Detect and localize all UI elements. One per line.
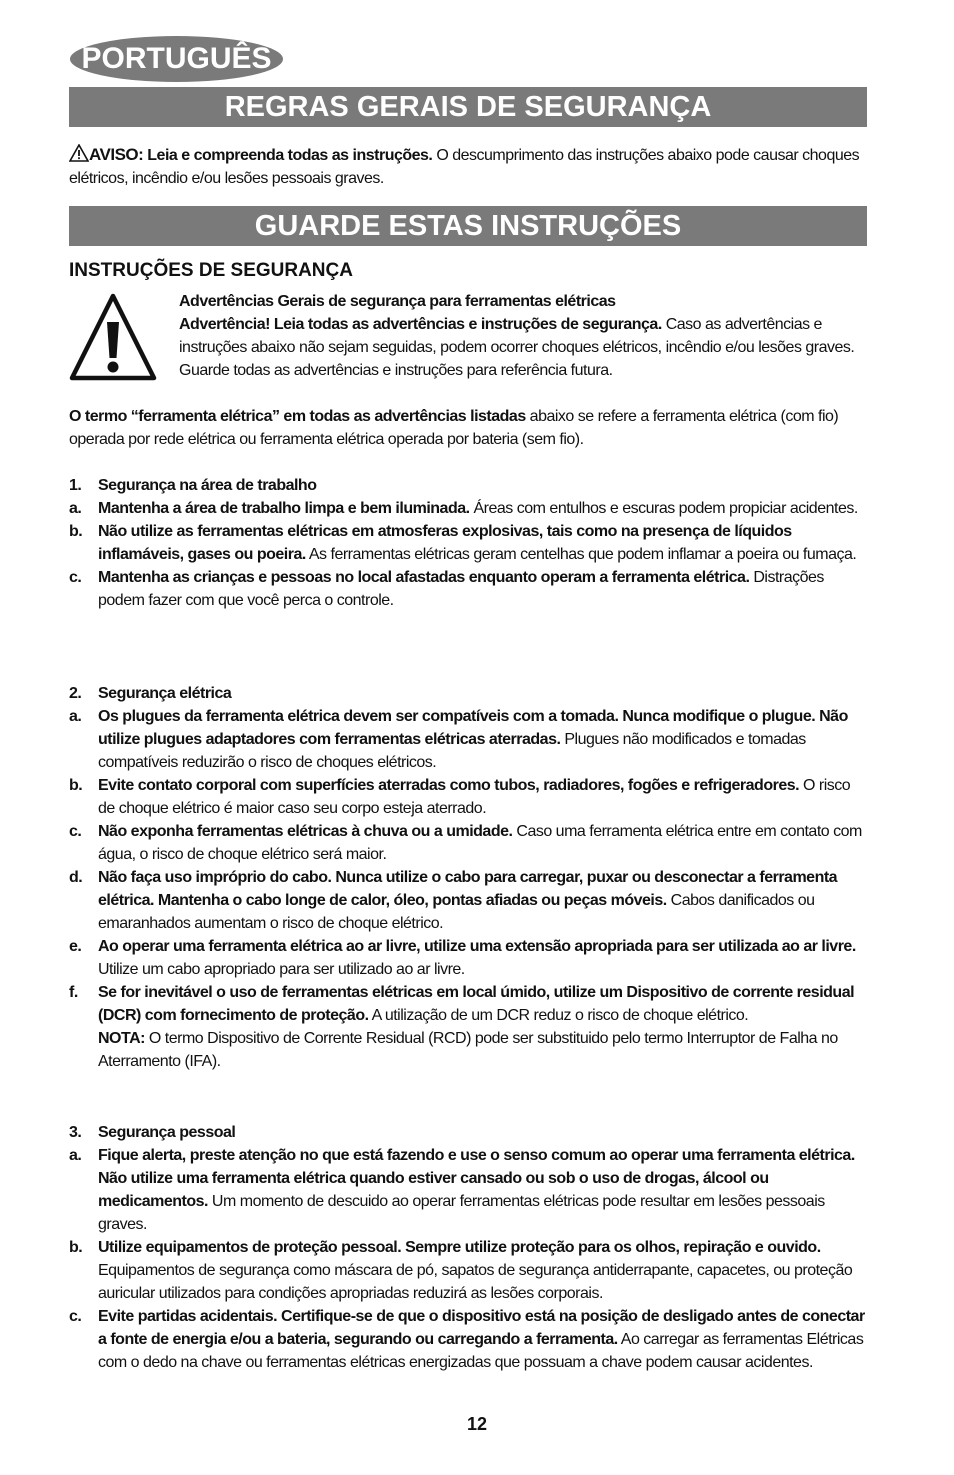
safety-text2: Caso as advertências e instruções abaixo não sejam seguidas, podem ocorrer choques elétricos, incêndio e/ou lesões graves. Guarde todas as advertências e instruções para referência futura. <box>179 316 855 379</box>
item-bold: Evite contato corporal com superfícies aterradas como tubos, radiadores, fogões e refrigeradores. <box>98 777 800 794</box>
list-item <box>69 1144 869 1236</box>
item-marker: d. <box>69 869 83 886</box>
item-bold: Os plugues da ferramenta elétrica devem ser compatíveis com a tomada. Nunca modifique o plugue. Não utilize plugues adaptadores com ferramentas elétricas aterradas. <box>98 708 848 748</box>
list-item <box>69 705 869 774</box>
section-2-list <box>69 682 869 1073</box>
section-number: 1. <box>69 477 82 494</box>
item-bold: Evite partidas acidentais. Certifique-se de que o dispositivo está na posição de desligado antes de conectar a fonte de energia e/ou a bateria, segurando ou carregando a ferramenta. <box>98 1308 865 1348</box>
item-marker: b. <box>69 777 83 794</box>
section-header-general-safety: REGRAS GERAIS DE SEGURANÇA <box>69 87 867 127</box>
item-bold: Não faça uso impróprio do cabo. Nunca utilize o cabo para carregar, puxar ou desconectar a ferramenta elétrica. Mantenha o cabo longe de calor, óleo, pontas afiadas ou peças móveis. <box>98 869 838 909</box>
item-marker: b. <box>69 523 83 540</box>
list-item <box>69 566 869 612</box>
safety-warning-block <box>179 290 871 382</box>
section-1-list <box>69 474 869 612</box>
warning-text: O descumprimento das instruções abaixo pode causar choques elétricos, incêndio e/ou lesões pessoais graves. <box>69 147 860 187</box>
safety-line1: Advertências Gerais de segurança para ferramentas elétricas <box>179 293 616 310</box>
item-bold: Não utilize as ferramentas elétricas em atmosferas explosivas, tais como na presença de líquidos inflamáveis, gases ou poeira. <box>98 523 792 563</box>
item-marker: a. <box>69 708 82 725</box>
list-item <box>69 1305 869 1374</box>
item-bold: Mantenha a área de trabalho limpa e bem iluminada. <box>98 500 470 517</box>
item-bold: Ao operar uma ferramenta elétrica ao ar livre, utilize uma extensão apropriada para ser utilizada ao ar livre. <box>98 938 856 955</box>
language-label: PORTUGUÊS <box>70 36 283 82</box>
item-text: Um momento de descuido ao operar ferramentas elétricas pode resultar em lesões pessoais graves. <box>98 1193 825 1233</box>
item-text: Cabos danificados ou emaranhados aumentam o risco de choque elétrico. <box>98 892 815 932</box>
list-item <box>69 935 869 981</box>
note-text: O termo Dispositivo de Corrente Residual (RCD) pode ser substituido pelo termo Interruptor de Falha no Aterramento (IFA). <box>98 1030 838 1070</box>
item-marker: f. <box>69 984 78 1001</box>
item-text: Distrações podem fazer com que você perca o controle. <box>98 569 824 609</box>
list-item <box>69 774 869 820</box>
item-bold: Mantenha as crianças e pessoas no local afastadas enquanto operam a ferramenta elétrica. <box>98 569 750 586</box>
section-number: 3. <box>69 1124 82 1141</box>
item-text: Áreas com entulhos e escuras podem propiciar acidentes. <box>469 500 858 517</box>
section-3-list <box>69 1121 869 1374</box>
warning-bold: Leia e compreenda todas as instruções. <box>147 147 433 164</box>
item-text: O risco de choque elétrico é maior caso seu corpo esteja aterrado. <box>98 777 851 817</box>
section-heading <box>69 682 869 705</box>
item-text: A utilização de um DCR reduz o risco de choque elétrico. <box>368 1007 749 1024</box>
item-text: Utilize um cabo apropriado para ser utilizado ao ar livre. <box>98 961 465 978</box>
item-marker: a. <box>69 500 82 517</box>
page-number: 12 <box>466 1414 488 1434</box>
item-marker: e. <box>69 938 82 955</box>
item-marker: c. <box>69 1308 82 1325</box>
power-tool-term-paragraph <box>69 405 869 451</box>
section-title: Segurança elétrica <box>98 685 232 702</box>
item-marker: b. <box>69 1239 83 1256</box>
safety-bold2: Advertência! Leia todas as advertências e instruções de segurança. <box>179 316 662 333</box>
note-label: NOTA: <box>98 1030 145 1047</box>
term-bold: O termo “ferramenta elétrica” em todas as advertências listadas <box>69 408 526 425</box>
warning-paragraph <box>69 143 869 190</box>
list-item <box>69 866 869 935</box>
section-heading <box>69 474 869 497</box>
warning-triangle-icon <box>69 144 89 162</box>
item-bold: Não exponha ferramentas elétricas à chuva ou a umidade. <box>98 823 513 840</box>
item-text: Caso uma ferramenta elétrica entre em contato com água, o risco de choque elétrico será maior. <box>98 823 862 863</box>
section-heading <box>69 1121 869 1144</box>
list-item <box>69 1236 869 1305</box>
term-text: abaixo se refere a ferramenta elétrica (com fio) operada por rede elétrica ou ferramenta elétrica operada por bateria (sem fio). <box>69 408 839 448</box>
list-item <box>69 520 869 566</box>
item-text: As ferramentas elétricas geram centelhas que podem inflamar a poeira ou fumaça. <box>305 546 857 563</box>
item-bold: Fique alerta, preste atenção no que está fazendo e use o senso comum ao operar uma ferramenta elétrica. Não utilize uma ferramenta elétrica quando estiver cansado ou sob o uso de drogas, álcool ou medicamentos. <box>98 1147 855 1210</box>
item-bold: Utilize equipamentos de proteção pessoal. Sempre utilize proteção para os olhos, repiração e ouvido. <box>98 1239 821 1256</box>
section-header-save-instructions: GUARDE ESTAS INSTRUÇÕES <box>69 206 867 246</box>
item-marker: c. <box>69 823 82 840</box>
item-text: Equipamentos de segurança como máscara de pó, sapatos de segurança antiderrapante, capacetes, ou proteção auricular utilizados para condições apropriadas reduzirá as lesões corporais. <box>98 1262 853 1302</box>
item-marker: c. <box>69 569 82 586</box>
section-title: Segurança na área de trabalho <box>98 477 317 494</box>
item-marker: a. <box>69 1147 82 1164</box>
item-bold: Se for inevitável o uso de ferramentas elétricas em local úmido, utilize um Dispositivo de corrente residual (DCR) com fornecimento de proteção. <box>98 984 855 1024</box>
item-text: Plugues não modificados e tomadas compatíveis reduzirão o risco de choques elétricos. <box>98 731 806 771</box>
section-title: Segurança pessoal <box>98 1124 236 1141</box>
exclamation-warning-icon <box>69 292 157 382</box>
list-item <box>69 820 869 866</box>
list-item <box>69 981 869 1073</box>
warning-label: AVISO: <box>89 145 144 164</box>
safety-instructions-title: INSTRUÇÕES DE SEGURANÇA <box>69 260 353 281</box>
section-number: 2. <box>69 685 82 702</box>
item-text: Ao carregar as ferramentas Elétricas com o dedo na chave ou ferramentas elétricas energizadas que possuam a chave podem causar acidentes. <box>98 1331 864 1371</box>
list-item <box>69 497 869 520</box>
